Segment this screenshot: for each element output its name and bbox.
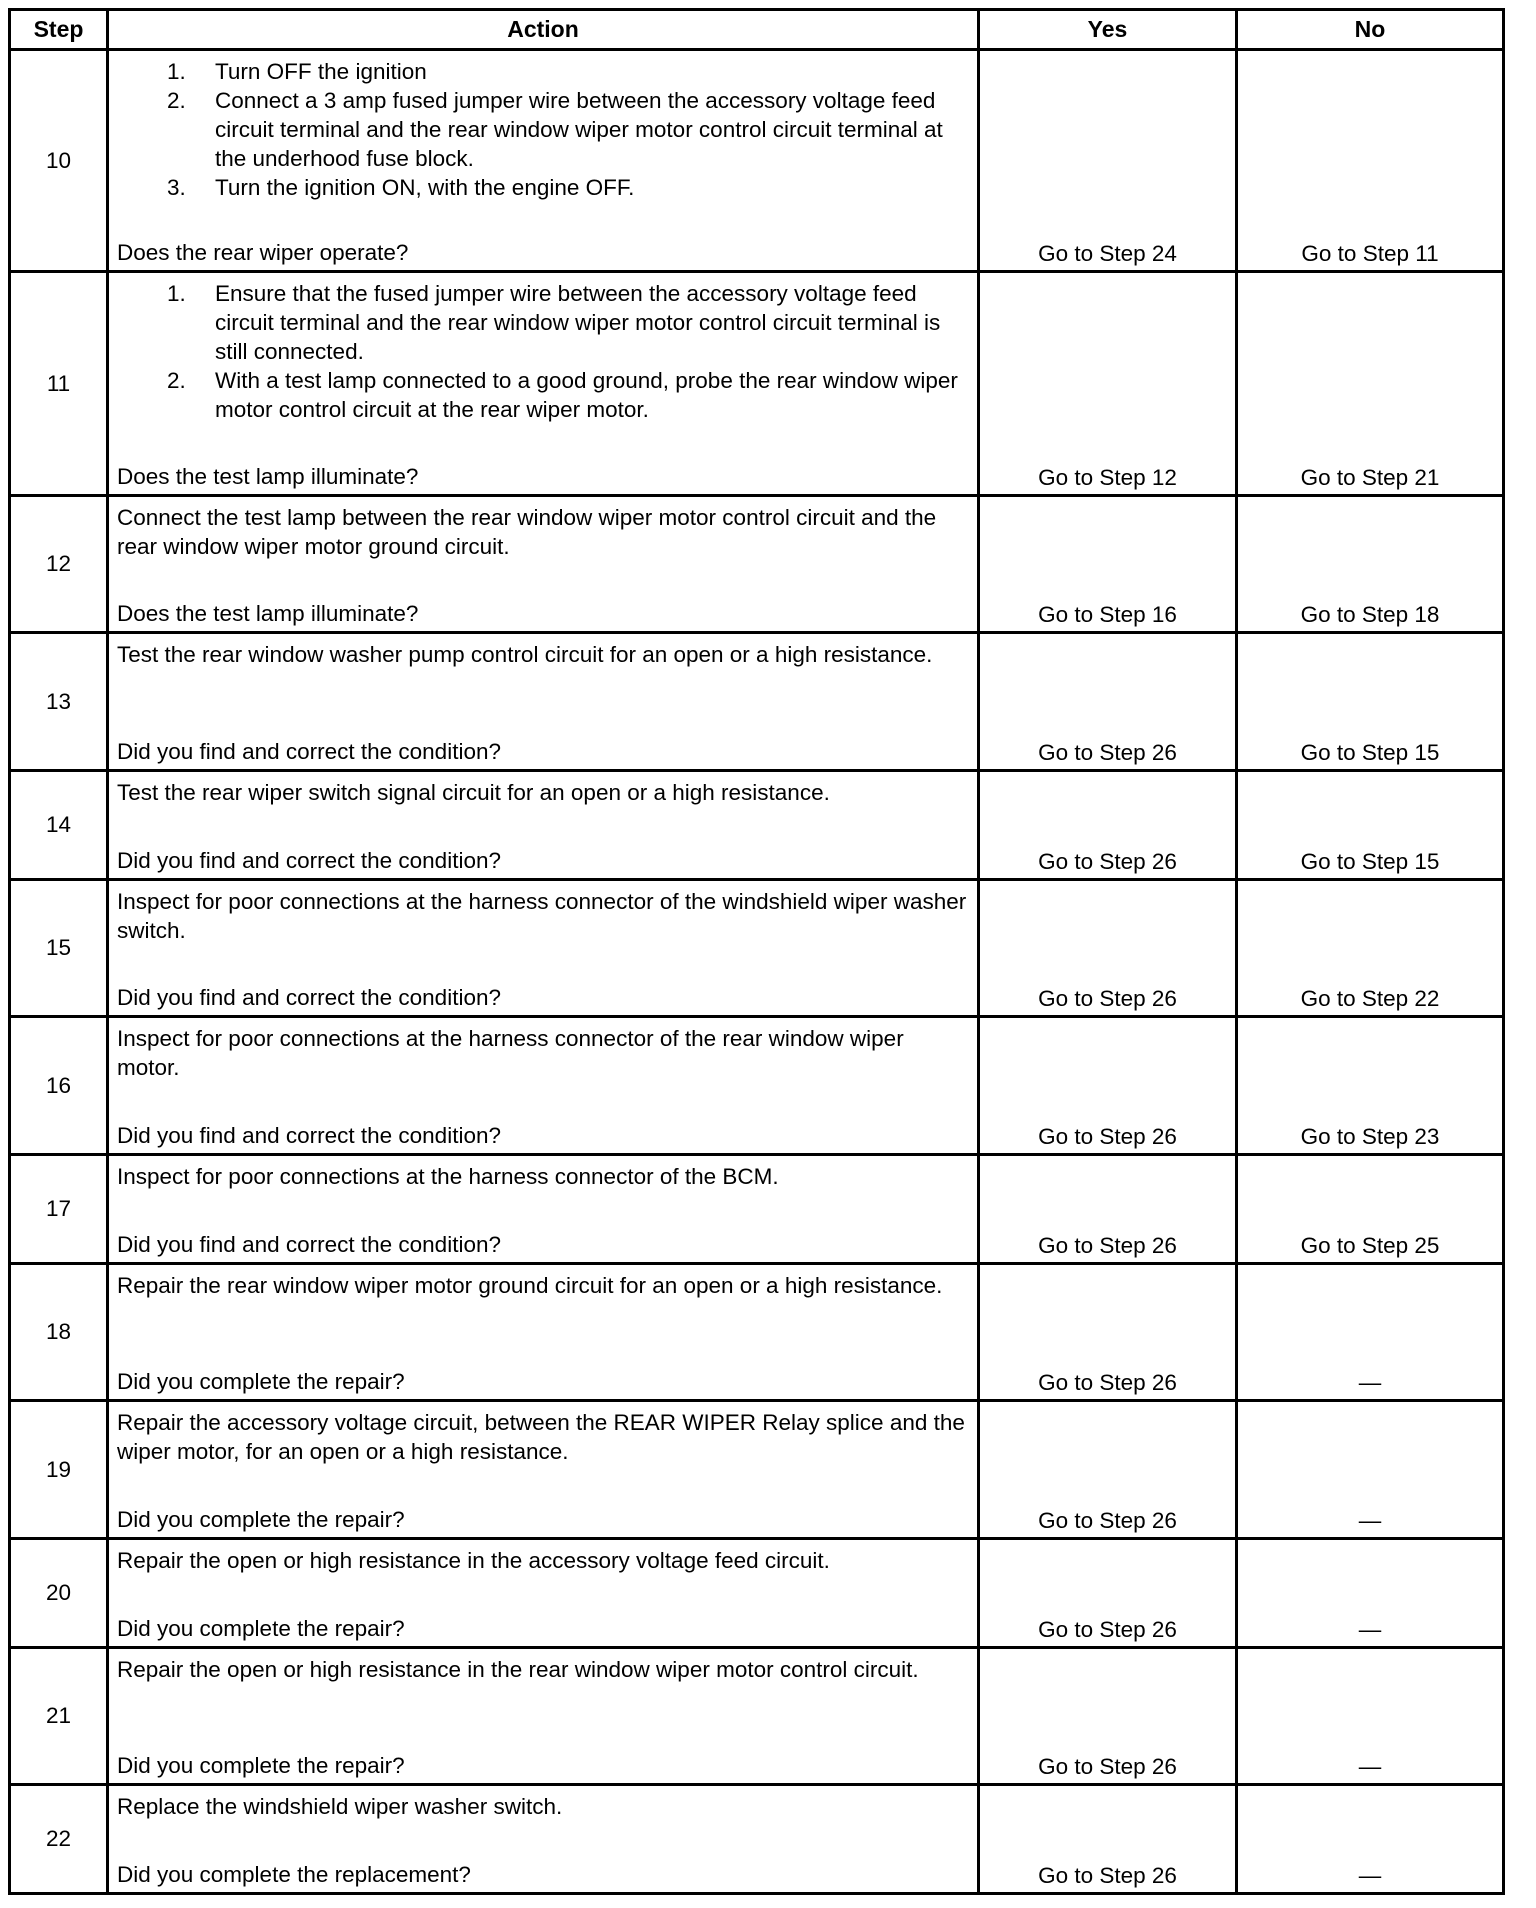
action-cell <box>108 1785 979 1894</box>
no-result: Go to Step 22 <box>1237 880 1504 1017</box>
no-result: Go to Step 21 <box>1237 272 1504 496</box>
step-number: 11 <box>10 272 108 496</box>
table-row <box>10 880 1504 1017</box>
action-question: Does the test lamp illuminate? <box>117 464 419 489</box>
instruction-number: 1. <box>167 59 186 84</box>
step-number: 19 <box>10 1401 108 1539</box>
action-instructions <box>117 57 969 202</box>
yes-result: Go to Step 26 <box>979 1785 1237 1894</box>
instruction-text: Connect a 3 amp fused jumper wire between the accessory voltage feed circuit terminal and the rear window wiper motor control circuit terminal at the underhood fuse block. <box>215 88 943 171</box>
action-cell <box>108 880 979 1017</box>
table-row <box>10 496 1504 633</box>
action-cell <box>108 1539 979 1648</box>
action-cell <box>108 1264 979 1401</box>
header-no: No <box>1237 10 1504 50</box>
action-cell <box>108 633 979 771</box>
diagnostic-table-sheet <box>8 8 1502 1895</box>
table-row <box>10 633 1504 771</box>
step-number: 17 <box>10 1155 108 1264</box>
action-cell <box>108 1155 979 1264</box>
instruction-number: 2. <box>167 88 186 113</box>
action-cell <box>108 496 979 633</box>
action-question: Did you complete the repair? <box>117 1507 405 1532</box>
diagnostic-table <box>8 8 1505 1895</box>
instruction-list <box>117 279 969 424</box>
table-row <box>10 272 1504 496</box>
yes-result: Go to Step 26 <box>979 1539 1237 1648</box>
no-result: — <box>1237 1401 1504 1539</box>
action-cell <box>108 1401 979 1539</box>
table-row <box>10 1264 1504 1401</box>
step-number: 13 <box>10 633 108 771</box>
yes-result: Go to Step 16 <box>979 496 1237 633</box>
instruction-number: 2. <box>167 368 186 393</box>
instruction-item <box>117 173 969 202</box>
action-question: Did you complete the repair? <box>117 1753 405 1778</box>
instruction-number: 3. <box>167 175 186 200</box>
action-question: Did you find and correct the condition? <box>117 739 501 764</box>
no-result: — <box>1237 1264 1504 1401</box>
step-number: 18 <box>10 1264 108 1401</box>
yes-result: Go to Step 26 <box>979 771 1237 880</box>
action-text: Repair the open or high resistance in the rear window wiper motor control circuit. <box>117 1657 919 1682</box>
table-row <box>10 1401 1504 1539</box>
no-result: — <box>1237 1648 1504 1785</box>
action-question: Does the test lamp illuminate? <box>117 601 419 626</box>
action-question: Did you complete the repair? <box>117 1616 405 1641</box>
header-step: Step <box>10 10 108 50</box>
table-row <box>10 1155 1504 1264</box>
no-result: Go to Step 23 <box>1237 1017 1504 1155</box>
action-instructions <box>117 1162 969 1191</box>
action-cell <box>108 1017 979 1155</box>
step-number: 15 <box>10 880 108 1017</box>
instruction-number: 1. <box>167 281 186 306</box>
table-row <box>10 1785 1504 1894</box>
yes-result: Go to Step 26 <box>979 1155 1237 1264</box>
action-cell <box>108 1648 979 1785</box>
no-result: Go to Step 18 <box>1237 496 1504 633</box>
table-row <box>10 1017 1504 1155</box>
action-instructions <box>117 1655 969 1684</box>
instruction-item <box>117 86 969 173</box>
step-number: 14 <box>10 771 108 880</box>
instruction-item <box>117 366 969 424</box>
no-result: Go to Step 25 <box>1237 1155 1504 1264</box>
yes-result: Go to Step 24 <box>979 50 1237 272</box>
action-instructions <box>117 1271 969 1300</box>
action-text: Inspect for poor connections at the harness connector of the BCM. <box>117 1164 779 1189</box>
action-question: Did you complete the replacement? <box>117 1862 471 1887</box>
action-text: Test the rear wiper switch signal circuit for an open or a high resistance. <box>117 780 830 805</box>
table-row <box>10 1648 1504 1785</box>
action-cell <box>108 771 979 880</box>
action-text: Repair the rear window wiper motor ground circuit for an open or a high resistance. <box>117 1273 943 1298</box>
table-row <box>10 50 1504 272</box>
step-number: 12 <box>10 496 108 633</box>
yes-result: Go to Step 26 <box>979 880 1237 1017</box>
action-instructions <box>117 1546 969 1575</box>
yes-result: Go to Step 26 <box>979 633 1237 771</box>
instruction-list <box>117 57 969 202</box>
header-row <box>10 10 1504 50</box>
no-result: Go to Step 15 <box>1237 771 1504 880</box>
action-question: Does the rear wiper operate? <box>117 240 409 265</box>
action-question: Did you find and correct the condition? <box>117 848 501 873</box>
step-number: 21 <box>10 1648 108 1785</box>
action-instructions <box>117 503 969 561</box>
action-text: Inspect for poor connections at the harness connector of the windshield wiper washer switch. <box>117 889 967 943</box>
action-instructions <box>117 1792 969 1821</box>
yes-result: Go to Step 26 <box>979 1648 1237 1785</box>
yes-result: Go to Step 26 <box>979 1017 1237 1155</box>
action-text: Repair the accessory voltage circuit, between the REAR WIPER Relay splice and the wiper motor, for an open or a high resistance. <box>117 1410 965 1464</box>
instruction-text: With a test lamp connected to a good ground, probe the rear window wiper motor control circuit at the rear wiper motor. <box>215 368 958 422</box>
action-text: Inspect for poor connections at the harness connector of the rear window wiper motor. <box>117 1026 904 1080</box>
yes-result: Go to Step 26 <box>979 1401 1237 1539</box>
action-instructions <box>117 279 969 424</box>
header-yes: Yes <box>979 10 1237 50</box>
no-result: Go to Step 15 <box>1237 633 1504 771</box>
instruction-text: Ensure that the fused jumper wire between the accessory voltage feed circuit terminal and the rear window wiper motor control circuit terminal is still connected. <box>215 281 941 364</box>
action-instructions <box>117 640 969 669</box>
table-row <box>10 1539 1504 1648</box>
table-row <box>10 771 1504 880</box>
no-result: — <box>1237 1785 1504 1894</box>
action-question: Did you find and correct the condition? <box>117 985 501 1010</box>
action-instructions <box>117 1408 969 1466</box>
action-instructions <box>117 778 969 807</box>
instruction-item <box>117 279 969 366</box>
no-result: Go to Step 11 <box>1237 50 1504 272</box>
action-text: Replace the windshield wiper washer switch. <box>117 1794 563 1819</box>
action-text: Test the rear window washer pump control circuit for an open or a high resistance. <box>117 642 933 667</box>
action-instructions <box>117 1024 969 1082</box>
action-text: Repair the open or high resistance in the accessory voltage feed circuit. <box>117 1548 830 1573</box>
step-number: 20 <box>10 1539 108 1648</box>
action-question: Did you find and correct the condition? <box>117 1123 501 1148</box>
yes-result: Go to Step 26 <box>979 1264 1237 1401</box>
action-cell <box>108 50 979 272</box>
instruction-item <box>117 57 969 86</box>
action-question: Did you complete the repair? <box>117 1369 405 1394</box>
step-number: 16 <box>10 1017 108 1155</box>
action-text: Connect the test lamp between the rear window wiper motor control circuit and the rear window wiper motor ground circuit. <box>117 505 937 559</box>
no-result: — <box>1237 1539 1504 1648</box>
action-cell <box>108 272 979 496</box>
yes-result: Go to Step 12 <box>979 272 1237 496</box>
action-question: Did you find and correct the condition? <box>117 1232 501 1257</box>
step-number: 10 <box>10 50 108 272</box>
instruction-text: Turn the ignition ON, with the engine OFF. <box>215 175 635 200</box>
header-action: Action <box>108 10 979 50</box>
action-instructions <box>117 887 969 945</box>
step-number: 22 <box>10 1785 108 1894</box>
table-body <box>10 50 1504 1894</box>
instruction-text: Turn OFF the ignition <box>215 59 427 84</box>
